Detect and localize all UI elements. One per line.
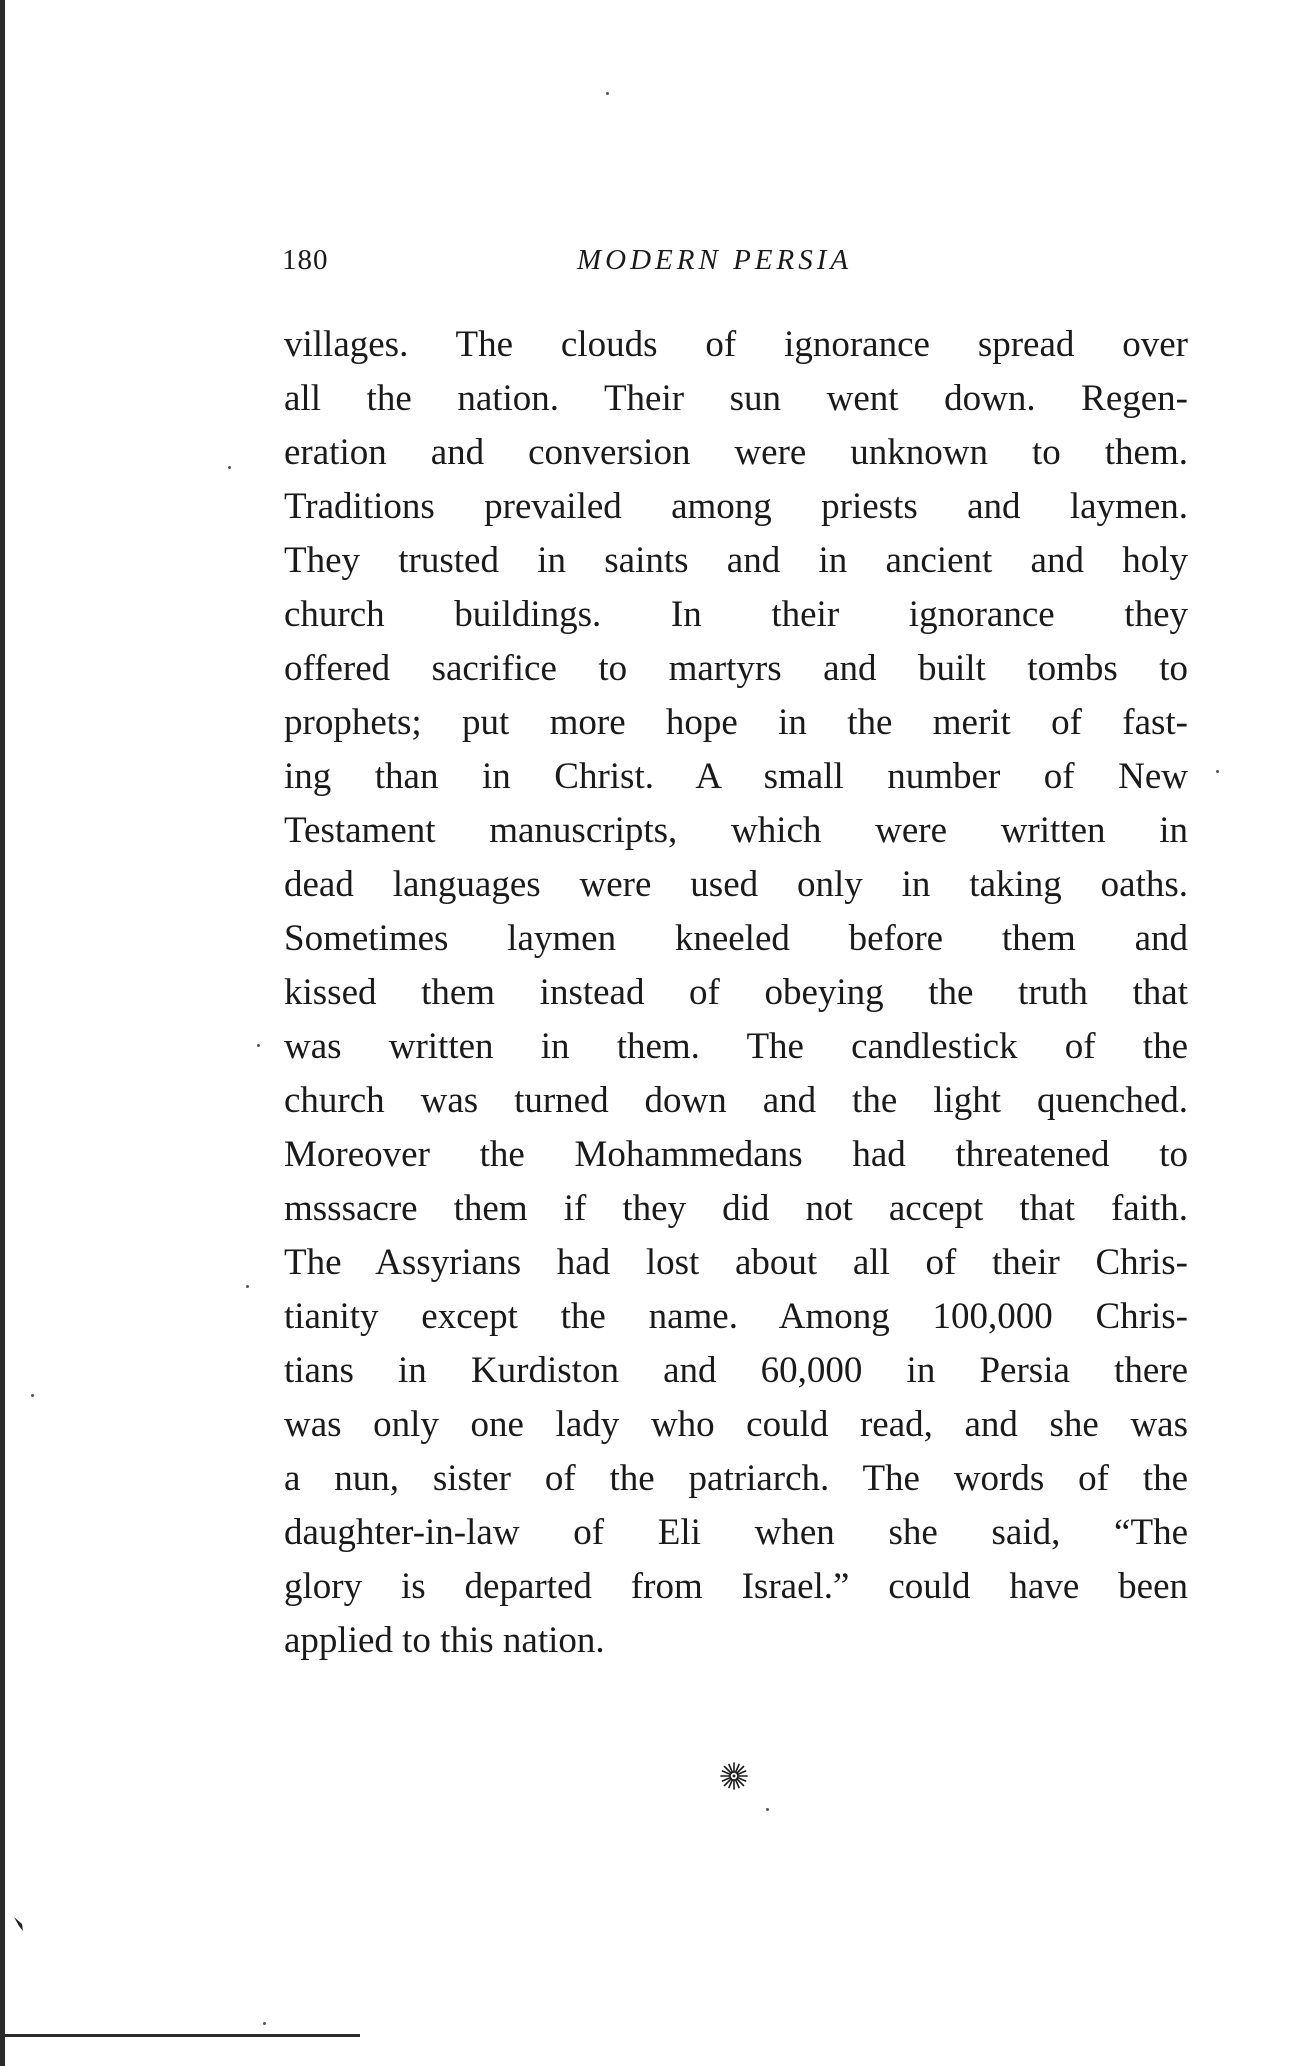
- scan-speck: [246, 1285, 249, 1288]
- text-line: The Assyrians had lost about all of their Chris-: [284, 1242, 1188, 1283]
- text-line: all the nation. Their sun went down. Regen-: [284, 378, 1188, 419]
- text-line: eration and conversion were unknown to them.: [284, 432, 1188, 473]
- text-line: kissed them instead of obeying the truth that: [284, 972, 1188, 1013]
- body-text: [284, 318, 1188, 1668]
- running-head: MODERN PERSIA: [577, 244, 853, 276]
- page-header: [282, 236, 1222, 286]
- text-line: msssacre them if they did not accept that faith.: [284, 1188, 1188, 1229]
- text-line: Sometimes laymen kneeled before them and: [284, 918, 1188, 959]
- text-line: applied to this nation.: [284, 1620, 605, 1661]
- text-line: offered sacrifice to martyrs and built tombs to: [284, 648, 1188, 689]
- text-line: tians in Kurdiston and 60,000 in Persia there: [284, 1350, 1188, 1391]
- scan-speck: [606, 92, 609, 95]
- scan-speck: [766, 1808, 769, 1811]
- text-line: prophets; put more hope in the merit of fast-: [284, 702, 1188, 743]
- text-line: Testament manuscripts, which were written in: [284, 810, 1188, 851]
- scan-speck: [1216, 770, 1219, 773]
- text-line: They trusted in saints and in ancient and holy: [284, 540, 1188, 581]
- bottom-edge: [0, 2034, 360, 2037]
- text-line: ing than in Christ. A small number of New: [284, 756, 1188, 797]
- scan-speck: [263, 2022, 266, 2025]
- text-line: daughter-in-law of Eli when she said, “The: [284, 1512, 1188, 1553]
- page-number: 180: [282, 244, 329, 276]
- text-line: tianity except the name. Among 100,000 Chris-: [284, 1296, 1188, 1337]
- text-line: dead languages were used only in taking oaths.: [284, 864, 1188, 905]
- text-line: Traditions prevailed among priests and laymen.: [284, 486, 1188, 527]
- text-line: Moreover the Mohammedans had threatened to: [284, 1134, 1188, 1175]
- text-line: was written in them. The candlestick of the: [284, 1026, 1188, 1067]
- scan-speck: [257, 1044, 260, 1047]
- scan-speck: [228, 466, 231, 469]
- text-line: a nun, sister of the patriarch. The words of the: [284, 1458, 1188, 1499]
- text-line: villages. The clouds of ignorance spread over: [284, 324, 1188, 365]
- text-line: glory is departed from Israel.” could have been: [284, 1566, 1188, 1607]
- binding-edge: [0, 0, 5, 2066]
- scan-speck-icon: [13, 1916, 25, 1932]
- text-line: church was turned down and the light quenched.: [284, 1080, 1188, 1121]
- asterisk-ornament-icon: [718, 1760, 750, 1792]
- scan-speck: [31, 1394, 34, 1397]
- text-line: was only one lady who could read, and she was: [284, 1404, 1188, 1445]
- text-line: church buildings. In their ignorance they: [284, 594, 1188, 635]
